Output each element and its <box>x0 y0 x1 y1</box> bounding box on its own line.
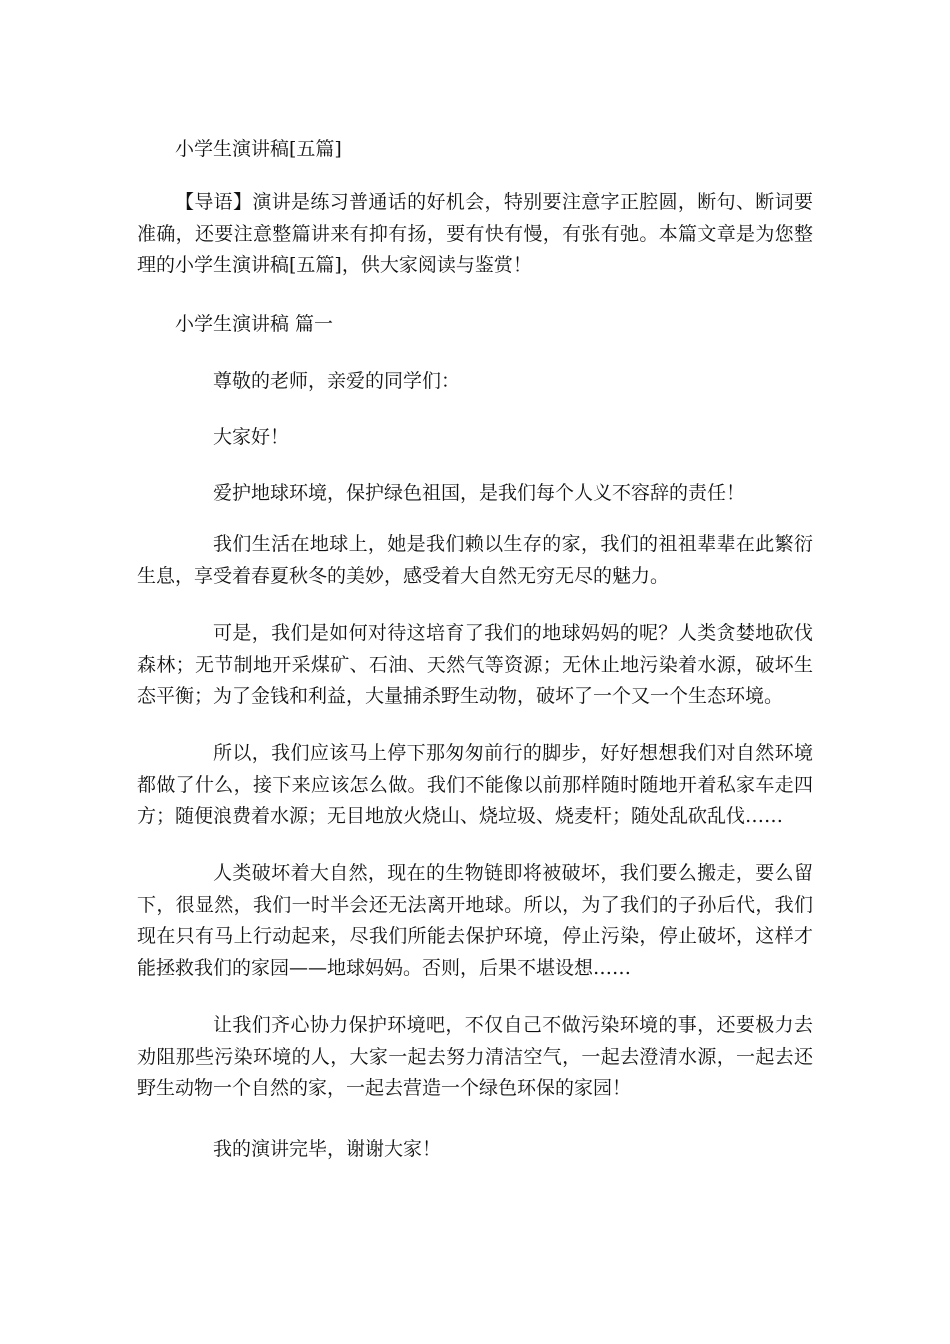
body-paragraph: 爱护地球环境，保护绿色祖国，是我们每个人义不容辞的责任！ <box>213 482 746 504</box>
body-paragraph: 让我们齐心协力保护环境吧，不仅自己不做污染环境的事，还要极力去劝阻那些污染环境的人，大家一起去努力清洁空气，一起去澄清水源，一起去还野生动物一个自然的家，一起去营造一个绿色环保的家园！ <box>137 1014 813 1099</box>
intro-paragraph: 【导语】演讲是练习普通话的好机会，特别要注意字正腔圆，断句、断词要准确，还要注意整篇讲来有抑有扬，要有快有慢，有张有弛。本篇文章是为您整理的小学生演讲稿[五篇]，供大家阅读与鉴赏！ <box>137 191 813 276</box>
closing-line: 我的演讲完毕，谢谢大家！ <box>213 1138 442 1160</box>
body-paragraph: 可是，我们是如何对待这培育了我们的地球妈妈的呢？人类贪婪地砍伐森林；无节制地开采煤矿、石油、天然气等资源；无休止地污染着水源，破坏生态平衡；为了金钱和利益，大量捕杀野生动物，破坏了一个又一个生态环境。 <box>137 622 813 707</box>
body-paragraph: 我们生活在地球上，她是我们赖以生存的家，我们的祖祖辈辈在此繁衍生息，享受着春夏秋冬的美妙，感受着大自然无穷无尽的魅力。 <box>137 533 813 587</box>
greeting: 大家好！ <box>213 426 290 448</box>
document-title: 小学生演讲稿[五篇] <box>175 138 342 160</box>
body-paragraph: 人类破坏着大自然，现在的生物链即将被破坏，我们要么搬走，要么留下，很显然，我们一时半会还无法离开地球。所以，为了我们的子孙后代，我们现在只有马上行动起来，尽我们所能去保护环境，停止污染，停止破坏，这样才能拯救我们的家园——地球妈妈。否则，后果不堪设想…… <box>137 862 813 979</box>
body-paragraph: 所以，我们应该马上停下那匆匆前行的脚步，好好想想我们对自然环境都做了什么，接下来应该怎么做。我们不能像以前那样随时随地开着私家车走四方；随便浪费着水源；无目地放火烧山、烧垃圾、烧麦杆；随处乱砍乱伐…… <box>137 742 813 827</box>
salutation: 尊敬的老师，亲爱的同学们： <box>213 370 461 392</box>
section-heading: 小学生演讲稿 篇一 <box>175 313 334 335</box>
